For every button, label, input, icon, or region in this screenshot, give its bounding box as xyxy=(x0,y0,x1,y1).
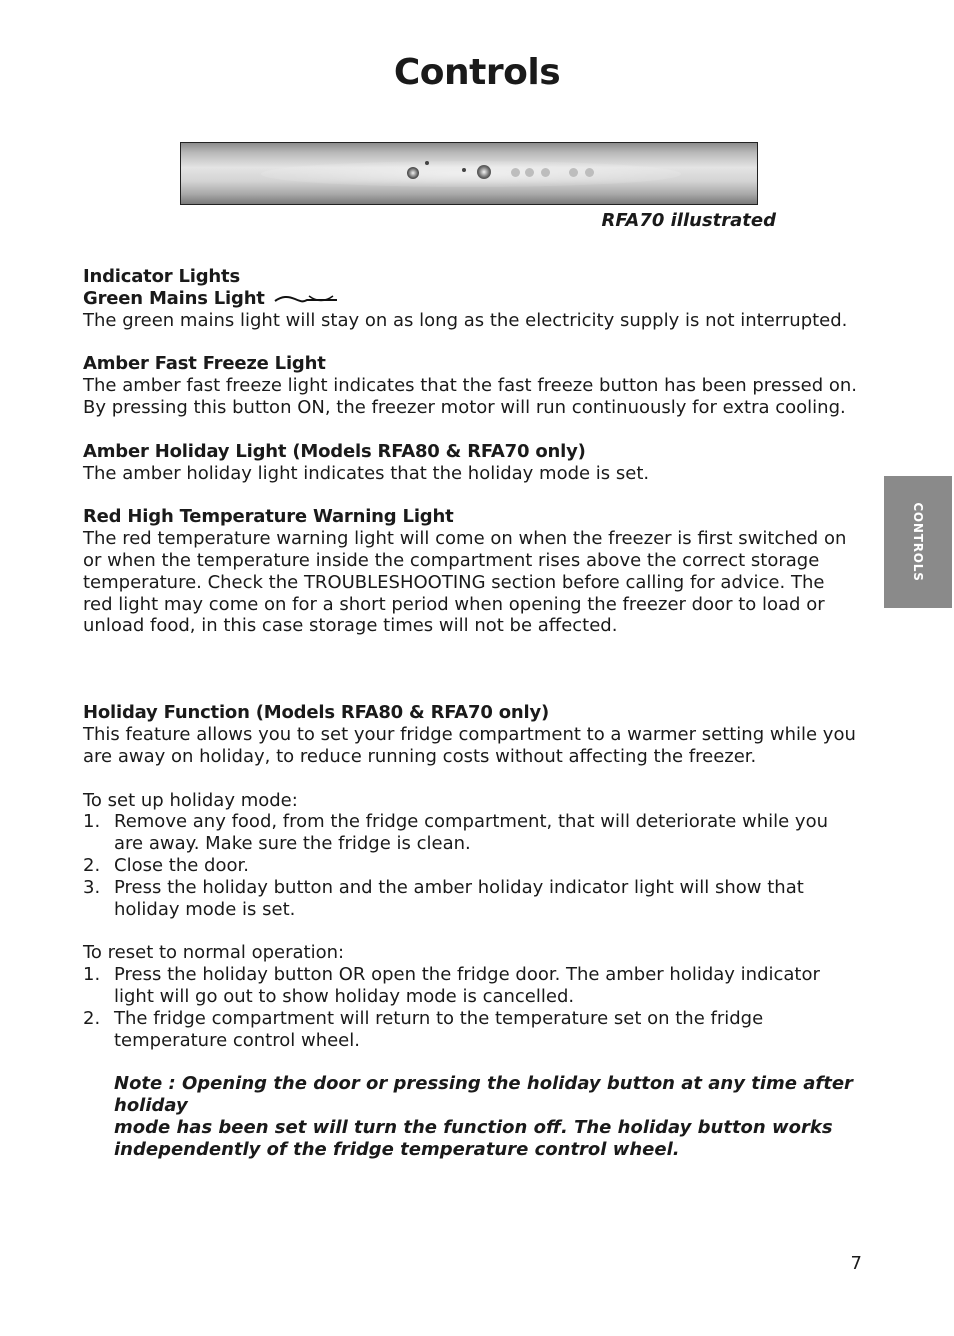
list-item: 3. Press the holiday button and the amber holiday indicator light will show that holiday mode is set. xyxy=(83,876,804,920)
page-number: 7 xyxy=(850,1253,862,1274)
reset-steps-list xyxy=(83,964,873,1051)
main-content xyxy=(83,266,873,1161)
holiday-intro-text: This feature allows you to set your fridge compartment to a warmer setting while you are away on holiday, to reduce running costs without affecting the freezer. xyxy=(83,723,856,767)
holiday-function-heading: Holiday Function (Models RFA80 & RFA70 only) xyxy=(83,702,550,724)
list-item: 1. Remove any food, from the fridge compartment, that will deteriorate while you are away. Make sure the fridge is clean. xyxy=(83,811,828,855)
reset-label: To reset to normal operation: xyxy=(83,942,345,964)
amber-holiday-heading: Amber Holiday Light (Models RFA80 & RFA70 only) xyxy=(83,440,586,462)
amber-holiday-text: The amber holiday light indicates that the holiday mode is set. xyxy=(83,462,650,484)
list-item: 1. Press the holiday button OR open the fridge door. The amber holiday indicator light will go out to show holiday mode is cancelled. xyxy=(83,964,820,1007)
holiday-note: Note : Opening the door or pressing the holiday button at any time after holiday mode has been set will turn the function off. The holiday button works independently of the fridge temperature control wheel. xyxy=(114,1073,853,1160)
red-warning-text: The red temperature warning light will come on when the freezer is first switched on or when the temperature inside the compartment rises above the correct storage temperature. Check the TROUBLESHOOTING section before calling for advice. The red light may come on for a short period when opening the freezer door to load or unload food, in this case storage times will not be affected. xyxy=(83,528,847,637)
amber-fast-text: The amber fast freeze light indicates that the fast freeze button has been pressed on. By pressing this button ON, the freezer motor will run continuously for extra cooling. xyxy=(83,375,858,418)
green-light-text: The green mains light will stay on as long as the electricity supply is not interrupted. xyxy=(83,309,848,331)
section-tab xyxy=(884,476,952,608)
image-caption: RFA70 illustrated xyxy=(601,210,776,231)
mains-wave-icon xyxy=(273,293,339,305)
red-warning-heading: Red High Temperature Warning Light xyxy=(83,506,454,528)
page-title: Controls xyxy=(393,52,561,93)
list-item: 2. Close the door. xyxy=(83,854,249,876)
amber-fast-heading: Amber Fast Freeze Light xyxy=(83,353,326,375)
list-item: 2. The fridge compartment will return to the temperature set on the fridge temperature control wheel. xyxy=(83,1007,764,1051)
green-light-heading: Green Mains Light xyxy=(83,288,873,310)
setup-steps-list xyxy=(83,811,873,920)
control-panel-photo xyxy=(180,142,758,205)
section-tab-label: CONTROLS xyxy=(911,502,925,582)
setup-label: To set up holiday mode: xyxy=(83,789,298,811)
indicator-lights-heading: Indicator Lights xyxy=(83,266,240,287)
